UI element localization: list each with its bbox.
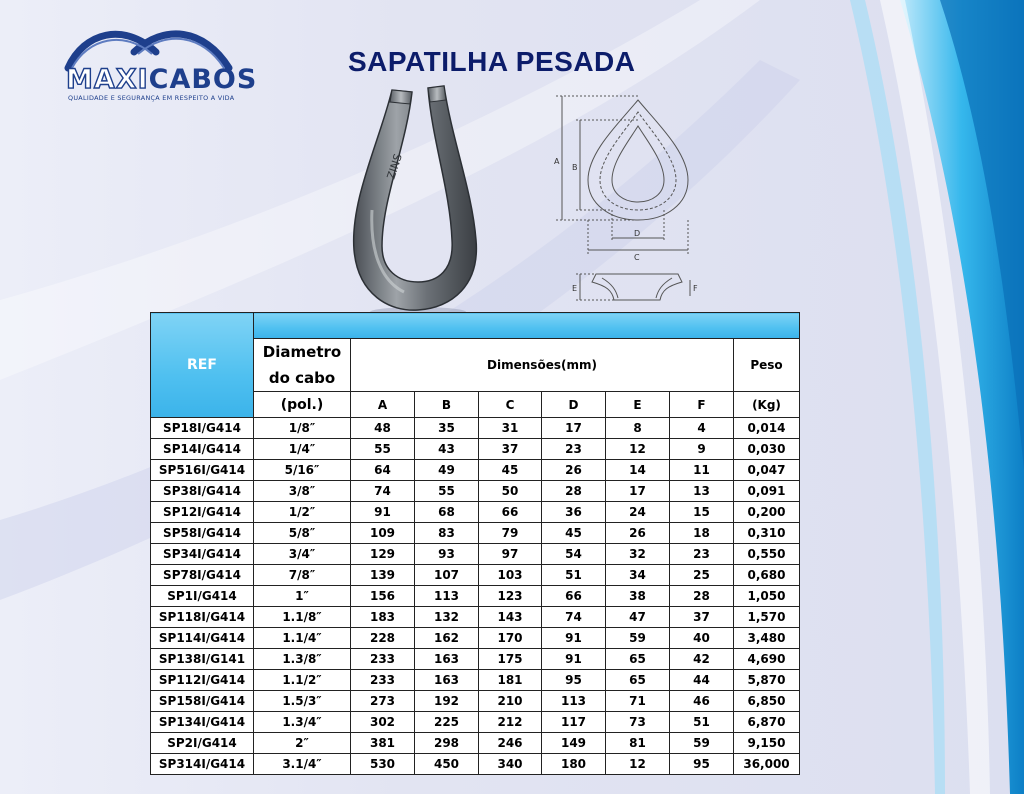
cell-a: 48 bbox=[351, 418, 415, 439]
cell-d: 95 bbox=[542, 670, 606, 691]
cell-a: 183 bbox=[351, 607, 415, 628]
cell-peso: 0,047 bbox=[734, 460, 800, 481]
cell-f: 46 bbox=[670, 691, 734, 712]
cell-peso: 0,014 bbox=[734, 418, 800, 439]
cell-b: 450 bbox=[415, 754, 479, 775]
cell-f: 37 bbox=[670, 607, 734, 628]
drawing-label-e: E bbox=[572, 284, 578, 293]
cell-e: 12 bbox=[606, 439, 670, 460]
table-row bbox=[151, 628, 800, 649]
cell-f: 25 bbox=[670, 565, 734, 586]
cell-d: 45 bbox=[542, 523, 606, 544]
thimble-marking: ZINS bbox=[384, 152, 405, 181]
drawing-label-a: A bbox=[554, 157, 560, 166]
cell-ref: SP38I/G414 bbox=[151, 481, 254, 502]
cell-e: 71 bbox=[606, 691, 670, 712]
cell-c: 210 bbox=[479, 691, 542, 712]
maxicabos-logo bbox=[64, 22, 258, 102]
cell-peso: 3,480 bbox=[734, 628, 800, 649]
cell-diameter: 5/16″ bbox=[254, 460, 351, 481]
cell-peso: 6,850 bbox=[734, 691, 800, 712]
cell-d: 36 bbox=[542, 502, 606, 523]
cell-peso: 1,050 bbox=[734, 586, 800, 607]
table-row bbox=[151, 565, 800, 586]
header-diameter-line2: do cabo bbox=[268, 369, 336, 387]
cell-a: 273 bbox=[351, 691, 415, 712]
cell-peso: 4,690 bbox=[734, 649, 800, 670]
cell-diameter: 1.1/4″ bbox=[254, 628, 351, 649]
spec-table-body bbox=[151, 418, 800, 775]
table-row bbox=[151, 712, 800, 733]
cell-diameter: 1.3/8″ bbox=[254, 649, 351, 670]
cell-peso: 0,200 bbox=[734, 502, 800, 523]
cell-c: 212 bbox=[479, 712, 542, 733]
table-row bbox=[151, 481, 800, 502]
cell-d: 28 bbox=[542, 481, 606, 502]
cell-e: 38 bbox=[606, 586, 670, 607]
table-row bbox=[151, 691, 800, 712]
brand-name-maxi: MAXI bbox=[66, 64, 149, 95]
cell-b: 93 bbox=[415, 544, 479, 565]
cell-b: 163 bbox=[415, 670, 479, 691]
drawing-label-b: B bbox=[572, 163, 578, 172]
cell-c: 66 bbox=[479, 502, 542, 523]
cell-d: 117 bbox=[542, 712, 606, 733]
header-col-c: C bbox=[479, 392, 542, 418]
header-diameter bbox=[254, 339, 351, 392]
header-col-d: D bbox=[542, 392, 606, 418]
header-col-f: F bbox=[670, 392, 734, 418]
cell-a: 91 bbox=[351, 502, 415, 523]
technical-drawing bbox=[550, 92, 700, 307]
table-row bbox=[151, 460, 800, 481]
cell-e: 81 bbox=[606, 733, 670, 754]
cell-a: 109 bbox=[351, 523, 415, 544]
drawing-label-c: C bbox=[634, 253, 640, 262]
cell-diameter: 3/8″ bbox=[254, 481, 351, 502]
cell-e: 12 bbox=[606, 754, 670, 775]
cell-a: 156 bbox=[351, 586, 415, 607]
cell-d: 23 bbox=[542, 439, 606, 460]
cell-e: 32 bbox=[606, 544, 670, 565]
cell-d: 54 bbox=[542, 544, 606, 565]
cell-b: 43 bbox=[415, 439, 479, 460]
cell-c: 103 bbox=[479, 565, 542, 586]
cell-f: 28 bbox=[670, 586, 734, 607]
cell-e: 59 bbox=[606, 628, 670, 649]
cell-b: 35 bbox=[415, 418, 479, 439]
cell-e: 26 bbox=[606, 523, 670, 544]
cell-f: 59 bbox=[670, 733, 734, 754]
header-diameter-line1: Diametro bbox=[262, 343, 342, 361]
cell-f: 51 bbox=[670, 712, 734, 733]
cell-e: 24 bbox=[606, 502, 670, 523]
brand-name-cabos: CABOS bbox=[148, 64, 258, 95]
table-row bbox=[151, 670, 800, 691]
cell-e: 73 bbox=[606, 712, 670, 733]
cell-a: 233 bbox=[351, 649, 415, 670]
cell-e: 14 bbox=[606, 460, 670, 481]
cell-ref: SP18I/G414 bbox=[151, 418, 254, 439]
header-blue-band bbox=[254, 313, 800, 339]
cell-a: 55 bbox=[351, 439, 415, 460]
cell-diameter: 1.1/2″ bbox=[254, 670, 351, 691]
header-peso-unit: (Kg) bbox=[734, 392, 800, 418]
cell-b: 298 bbox=[415, 733, 479, 754]
cell-c: 170 bbox=[479, 628, 542, 649]
table-row bbox=[151, 607, 800, 628]
cell-d: 17 bbox=[542, 418, 606, 439]
cell-e: 17 bbox=[606, 481, 670, 502]
brand-slogan: QUALIDADE E SEGURANÇA EM RESPEITO A VIDA bbox=[68, 94, 235, 102]
drawing-label-f: F bbox=[693, 284, 698, 293]
cell-f: 4 bbox=[670, 418, 734, 439]
cell-diameter: 3.1/4″ bbox=[254, 754, 351, 775]
table-row bbox=[151, 733, 800, 754]
cell-ref: SP78I/G414 bbox=[151, 565, 254, 586]
header-col-b: B bbox=[415, 392, 479, 418]
cell-diameter: 1.3/4″ bbox=[254, 712, 351, 733]
cell-b: 55 bbox=[415, 481, 479, 502]
cell-ref: SP2I/G414 bbox=[151, 733, 254, 754]
thimble-photo bbox=[340, 80, 490, 318]
cell-b: 107 bbox=[415, 565, 479, 586]
cell-f: 15 bbox=[670, 502, 734, 523]
table-row bbox=[151, 649, 800, 670]
cell-c: 37 bbox=[479, 439, 542, 460]
cell-ref: SP314I/G414 bbox=[151, 754, 254, 775]
cell-peso: 0,310 bbox=[734, 523, 800, 544]
cell-diameter: 1.5/3″ bbox=[254, 691, 351, 712]
cell-c: 50 bbox=[479, 481, 542, 502]
cell-diameter: 1″ bbox=[254, 586, 351, 607]
table-row bbox=[151, 544, 800, 565]
cell-ref: SP138I/G141 bbox=[151, 649, 254, 670]
cell-a: 64 bbox=[351, 460, 415, 481]
cell-c: 143 bbox=[479, 607, 542, 628]
cell-ref: SP118I/G414 bbox=[151, 607, 254, 628]
cell-diameter: 1/8″ bbox=[254, 418, 351, 439]
header-diameter-unit: (pol.) bbox=[254, 392, 351, 418]
cell-peso: 6,870 bbox=[734, 712, 800, 733]
cell-c: 31 bbox=[479, 418, 542, 439]
cell-f: 11 bbox=[670, 460, 734, 481]
header-col-e: E bbox=[606, 392, 670, 418]
cell-diameter: 1.1/8″ bbox=[254, 607, 351, 628]
cell-b: 192 bbox=[415, 691, 479, 712]
cell-b: 83 bbox=[415, 523, 479, 544]
cell-c: 340 bbox=[479, 754, 542, 775]
header-ref: REF bbox=[151, 313, 254, 418]
cell-ref: SP14I/G414 bbox=[151, 439, 254, 460]
cell-d: 113 bbox=[542, 691, 606, 712]
cell-c: 79 bbox=[479, 523, 542, 544]
cell-c: 123 bbox=[479, 586, 542, 607]
cell-d: 26 bbox=[542, 460, 606, 481]
cell-c: 175 bbox=[479, 649, 542, 670]
table-row bbox=[151, 439, 800, 460]
table-row bbox=[151, 523, 800, 544]
drawing-label-d: D bbox=[634, 229, 641, 238]
cell-b: 162 bbox=[415, 628, 479, 649]
cell-diameter: 1/2″ bbox=[254, 502, 351, 523]
cell-ref: SP58I/G414 bbox=[151, 523, 254, 544]
table-row bbox=[151, 754, 800, 775]
cell-e: 65 bbox=[606, 649, 670, 670]
cell-c: 45 bbox=[479, 460, 542, 481]
header-peso: Peso bbox=[734, 339, 800, 392]
cell-c: 181 bbox=[479, 670, 542, 691]
cell-a: 74 bbox=[351, 481, 415, 502]
cell-ref: SP134I/G414 bbox=[151, 712, 254, 733]
cell-peso: 1,570 bbox=[734, 607, 800, 628]
cell-f: 42 bbox=[670, 649, 734, 670]
cell-peso: 9,150 bbox=[734, 733, 800, 754]
cell-f: 18 bbox=[670, 523, 734, 544]
cell-diameter: 7/8″ bbox=[254, 565, 351, 586]
cell-diameter: 1/4″ bbox=[254, 439, 351, 460]
cell-b: 49 bbox=[415, 460, 479, 481]
cell-ref: SP1I/G414 bbox=[151, 586, 254, 607]
cell-f: 9 bbox=[670, 439, 734, 460]
header-dimensions: Dimensões(mm) bbox=[351, 339, 734, 392]
spec-table bbox=[150, 312, 800, 775]
cell-b: 113 bbox=[415, 586, 479, 607]
table-row bbox=[151, 586, 800, 607]
cell-a: 381 bbox=[351, 733, 415, 754]
cell-d: 91 bbox=[542, 649, 606, 670]
cell-ref: SP34I/G414 bbox=[151, 544, 254, 565]
cell-diameter: 3/4″ bbox=[254, 544, 351, 565]
cell-ref: SP158I/G414 bbox=[151, 691, 254, 712]
cell-d: 91 bbox=[542, 628, 606, 649]
cell-e: 8 bbox=[606, 418, 670, 439]
cell-a: 233 bbox=[351, 670, 415, 691]
cell-b: 132 bbox=[415, 607, 479, 628]
cell-a: 302 bbox=[351, 712, 415, 733]
cell-a: 139 bbox=[351, 565, 415, 586]
cell-f: 44 bbox=[670, 670, 734, 691]
cell-diameter: 2″ bbox=[254, 733, 351, 754]
table-row bbox=[151, 502, 800, 523]
cell-d: 66 bbox=[542, 586, 606, 607]
cell-peso: 0,030 bbox=[734, 439, 800, 460]
cell-b: 68 bbox=[415, 502, 479, 523]
cell-d: 149 bbox=[542, 733, 606, 754]
cell-ref: SP112I/G414 bbox=[151, 670, 254, 691]
cell-c: 246 bbox=[479, 733, 542, 754]
cell-f: 23 bbox=[670, 544, 734, 565]
cell-f: 13 bbox=[670, 481, 734, 502]
cell-peso: 0,680 bbox=[734, 565, 800, 586]
page-title: SAPATILHA PESADA bbox=[348, 46, 636, 77]
cell-f: 40 bbox=[670, 628, 734, 649]
cell-c: 97 bbox=[479, 544, 542, 565]
cell-a: 129 bbox=[351, 544, 415, 565]
cell-d: 180 bbox=[542, 754, 606, 775]
cell-a: 228 bbox=[351, 628, 415, 649]
header-col-a: A bbox=[351, 392, 415, 418]
cell-peso: 0,091 bbox=[734, 481, 800, 502]
cell-d: 51 bbox=[542, 565, 606, 586]
cell-e: 47 bbox=[606, 607, 670, 628]
cell-peso: 0,550 bbox=[734, 544, 800, 565]
cell-e: 34 bbox=[606, 565, 670, 586]
cell-b: 163 bbox=[415, 649, 479, 670]
cell-b: 225 bbox=[415, 712, 479, 733]
cell-d: 74 bbox=[542, 607, 606, 628]
cell-peso: 36,000 bbox=[734, 754, 800, 775]
brand-name bbox=[66, 64, 257, 95]
cell-peso: 5,870 bbox=[734, 670, 800, 691]
cell-e: 65 bbox=[606, 670, 670, 691]
cell-ref: SP516I/G414 bbox=[151, 460, 254, 481]
cell-ref: SP114I/G414 bbox=[151, 628, 254, 649]
cell-a: 530 bbox=[351, 754, 415, 775]
cell-ref: SP12I/G414 bbox=[151, 502, 254, 523]
cell-f: 95 bbox=[670, 754, 734, 775]
table-row bbox=[151, 418, 800, 439]
cell-diameter: 5/8″ bbox=[254, 523, 351, 544]
